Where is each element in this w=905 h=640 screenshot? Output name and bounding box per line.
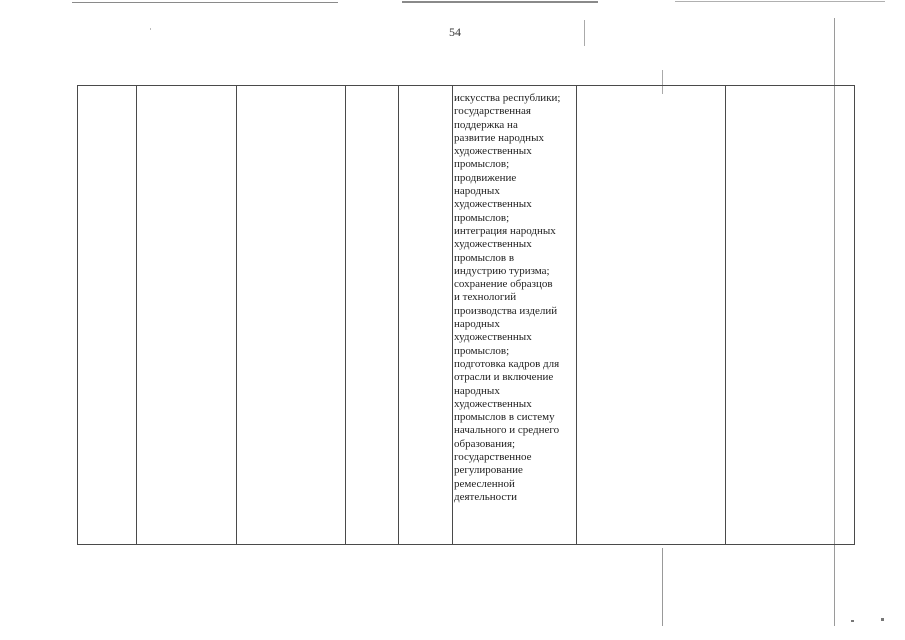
scan-speck xyxy=(881,618,884,621)
column-divider-4 xyxy=(398,85,399,545)
page-number: 54 xyxy=(449,25,461,39)
cell-text-line: развитие народных xyxy=(454,131,544,144)
cell-text-line: художественных xyxy=(454,397,532,410)
scan-speck xyxy=(851,620,854,622)
cell-text-line: промыслов в xyxy=(454,251,515,264)
cell-text-line: подготовка кадров для xyxy=(454,357,560,370)
column-divider-6 xyxy=(576,85,577,545)
column-divider-5 xyxy=(452,85,453,545)
cell-text-line: ремесленной xyxy=(454,477,515,490)
cell-text-line: государственное xyxy=(454,451,532,464)
scan-speck xyxy=(150,28,151,30)
cell-text-line: государственная xyxy=(454,105,531,118)
table-cell-measures-text xyxy=(454,92,576,504)
cell-text-line: деятельности xyxy=(454,490,517,503)
cell-text-line: отрасли и включение xyxy=(454,371,554,384)
cell-text-line: начального и среднего xyxy=(454,424,560,437)
scan-edge-line-top-right xyxy=(675,1,885,2)
cell-text-line: художественных xyxy=(454,198,532,211)
scan-vertical-artifact-3 xyxy=(662,548,663,626)
cell-text-line: промыслов; xyxy=(454,344,510,357)
cell-text-line: промыслов; xyxy=(454,211,510,224)
column-divider-2 xyxy=(236,85,237,545)
document-table xyxy=(77,85,855,545)
column-divider-1 xyxy=(136,85,137,545)
scan-vertical-artifact-1 xyxy=(584,20,585,46)
column-divider-3 xyxy=(345,85,346,545)
cell-text-line: и технологий xyxy=(454,291,517,304)
cell-text-line: народных xyxy=(454,384,500,397)
cell-text-line: поддержка на xyxy=(454,118,518,131)
scan-edge-line-top-center xyxy=(402,1,598,3)
cell-text-line: художественных xyxy=(454,331,532,344)
cell-text-line: народных xyxy=(454,185,500,198)
cell-text-line: продвижение xyxy=(454,171,517,184)
cell-text-line: художественных xyxy=(454,145,532,158)
cell-text-line: индустрию туризма; xyxy=(454,264,550,277)
cell-text-line: регулирование xyxy=(454,464,523,477)
column-divider-7 xyxy=(725,85,726,545)
cell-text-line: искусства республики; xyxy=(454,92,561,104)
cell-text-line: сохранение образцов xyxy=(454,278,553,291)
cell-text-line: образования; xyxy=(454,437,516,450)
cell-text-line: художественных xyxy=(454,238,532,251)
cell-text-line: интеграция народных xyxy=(454,224,556,237)
scan-edge-line-top-left xyxy=(72,2,338,3)
cell-text-line: промыслов в систему xyxy=(454,411,555,424)
cell-text-line: производства изделий xyxy=(454,304,558,317)
cell-text-line: промыслов; xyxy=(454,158,510,171)
cell-text-line: народных xyxy=(454,318,500,331)
